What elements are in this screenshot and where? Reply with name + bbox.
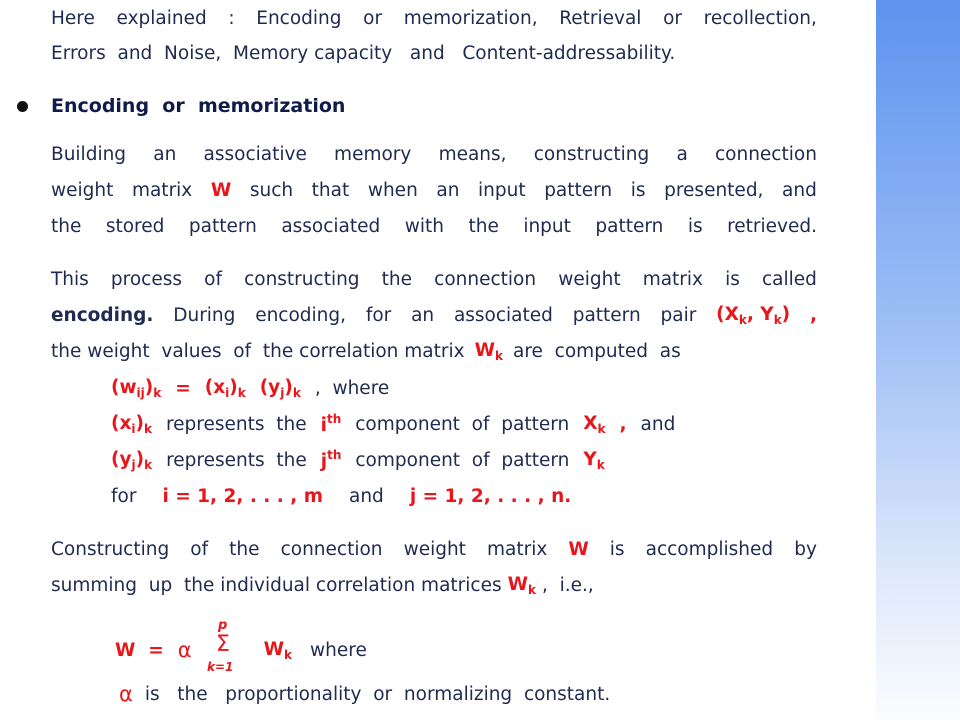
para2-word: pair [660, 304, 697, 326]
para1-word: weight [51, 179, 114, 201]
para3-word: accomplished [645, 538, 774, 560]
para1-word: matrix [131, 179, 193, 201]
para1-word: constructing [533, 143, 650, 165]
para1-word: retrieved. [727, 215, 817, 237]
encoding-term: encoding. [51, 304, 154, 326]
w-symbol-2: W [568, 538, 589, 560]
para1-word: when [367, 179, 418, 201]
para1-line-3 [51, 208, 817, 244]
section-heading: Encoding or memorization [51, 95, 346, 117]
para3-line-1 [51, 531, 817, 567]
para3-word: by [794, 538, 817, 560]
intro-word: Retrieval [559, 7, 642, 29]
para1-word: input [478, 179, 526, 201]
equation-index-range: for i = 1, 2, . . . , m and j = 1, 2, . . . , n. [111, 485, 572, 507]
para1-word: is [687, 215, 703, 237]
para1-word: input [523, 215, 571, 237]
para1-word: memory [334, 143, 412, 165]
para3-word: matrix [486, 538, 548, 560]
intro-word: or [363, 7, 383, 29]
para1-line-2 [51, 172, 817, 208]
para1-word: means, [438, 143, 507, 165]
para3-word: weight [403, 538, 466, 560]
para3-line-2: summing up the individual correlation matrices $W_k$ , i.e., [51, 573, 594, 597]
para2-word: pattern [572, 304, 641, 326]
bullet-icon [17, 101, 28, 112]
intro-line-1 [51, 0, 817, 36]
para1-word: stored [105, 215, 165, 237]
para1-word: that [311, 179, 350, 201]
intro-word: memorization, [403, 7, 538, 29]
alpha-description: α is the proportionality or normalizing constant. [119, 682, 611, 706]
para2-word: of [204, 268, 222, 290]
para1-word: pattern [595, 215, 664, 237]
para2-line-2 [51, 297, 817, 333]
para2-word: process [110, 268, 183, 290]
wk-symbol: $W_k$ [474, 339, 503, 363]
para1-word: is [630, 179, 646, 201]
para1-word: presented, [664, 179, 764, 201]
para1-word: the [51, 215, 82, 237]
intro-line-2-text: Errors and Noise, Memory capacity and Content-addressability. [51, 42, 676, 64]
para3-word: Constructing [51, 538, 170, 560]
decorative-gradient-bar [876, 0, 960, 720]
para1-word: pattern [188, 215, 257, 237]
para2-word: weight [558, 268, 621, 290]
para2-word: an [411, 304, 435, 326]
para2-word: connection [434, 268, 537, 290]
para2-line-3-text: the weight values of the correlation matrix [51, 340, 465, 362]
para1-word: pattern [544, 179, 613, 201]
para3-word: the [229, 538, 260, 560]
para1-word: and [782, 179, 817, 201]
summation-sigma: p Σ k=1 [207, 618, 234, 674]
pattern-pair: ($X_k$, $Y_k$) [716, 303, 791, 327]
equation-x-definition: $(x_i)_k$ represents the $i^{th}$ component of pattern $X_k$ , and [111, 412, 676, 436]
equation-weight-element: $(w_{ij})_k$ = $(x_i)_k$ $(y_j)_k$ , where [111, 376, 390, 400]
para1-word: an [153, 143, 177, 165]
para3-word: of [190, 538, 209, 560]
para3-word: is [609, 538, 625, 560]
para2-word: matrix [642, 268, 703, 290]
para1-word: a [676, 143, 688, 165]
para1-word: connection [714, 143, 817, 165]
para2-word: associated [453, 304, 553, 326]
para1-word: Building [51, 143, 127, 165]
para1-line-1 [51, 136, 817, 172]
summation-formula: W = α $W_k$ where [115, 638, 367, 662]
w-symbol: W [210, 179, 232, 201]
para2-word: This [51, 268, 89, 290]
intro-word: recollection, [703, 7, 817, 29]
para1-word: associated [281, 215, 381, 237]
para2-line-1 [51, 261, 817, 297]
intro-word: : [228, 7, 235, 29]
wk-symbol-2: $W_k$ [507, 573, 536, 597]
para2-word: During [173, 304, 236, 326]
para2-word: the [381, 268, 413, 290]
para2-line-3 [51, 333, 817, 369]
para2-word: encoding, [255, 304, 347, 326]
equation-y-definition: $(y_j)_k$ represents the $j^{th}$ component of pattern $Y_k$ [111, 448, 605, 472]
para2-word: called [762, 268, 817, 290]
para1-word: an [436, 179, 460, 201]
para2-line-3-end: are computed as [513, 340, 681, 362]
intro-word: Encoding [256, 7, 342, 29]
para2-word: for [365, 304, 392, 326]
para1-word: such [249, 179, 294, 201]
para1-word: the [468, 215, 499, 237]
intro-line-2 [51, 35, 817, 71]
para1-word: associative [203, 143, 307, 165]
intro-word: or [663, 7, 683, 29]
para2-word: constructing [244, 268, 360, 290]
intro-word: Here [51, 7, 95, 29]
pair-comma: , [809, 304, 817, 326]
para3-word: connection [280, 538, 383, 560]
para1-word: with [404, 215, 444, 237]
para2-word: is [725, 268, 740, 290]
intro-word: explained [116, 7, 207, 29]
